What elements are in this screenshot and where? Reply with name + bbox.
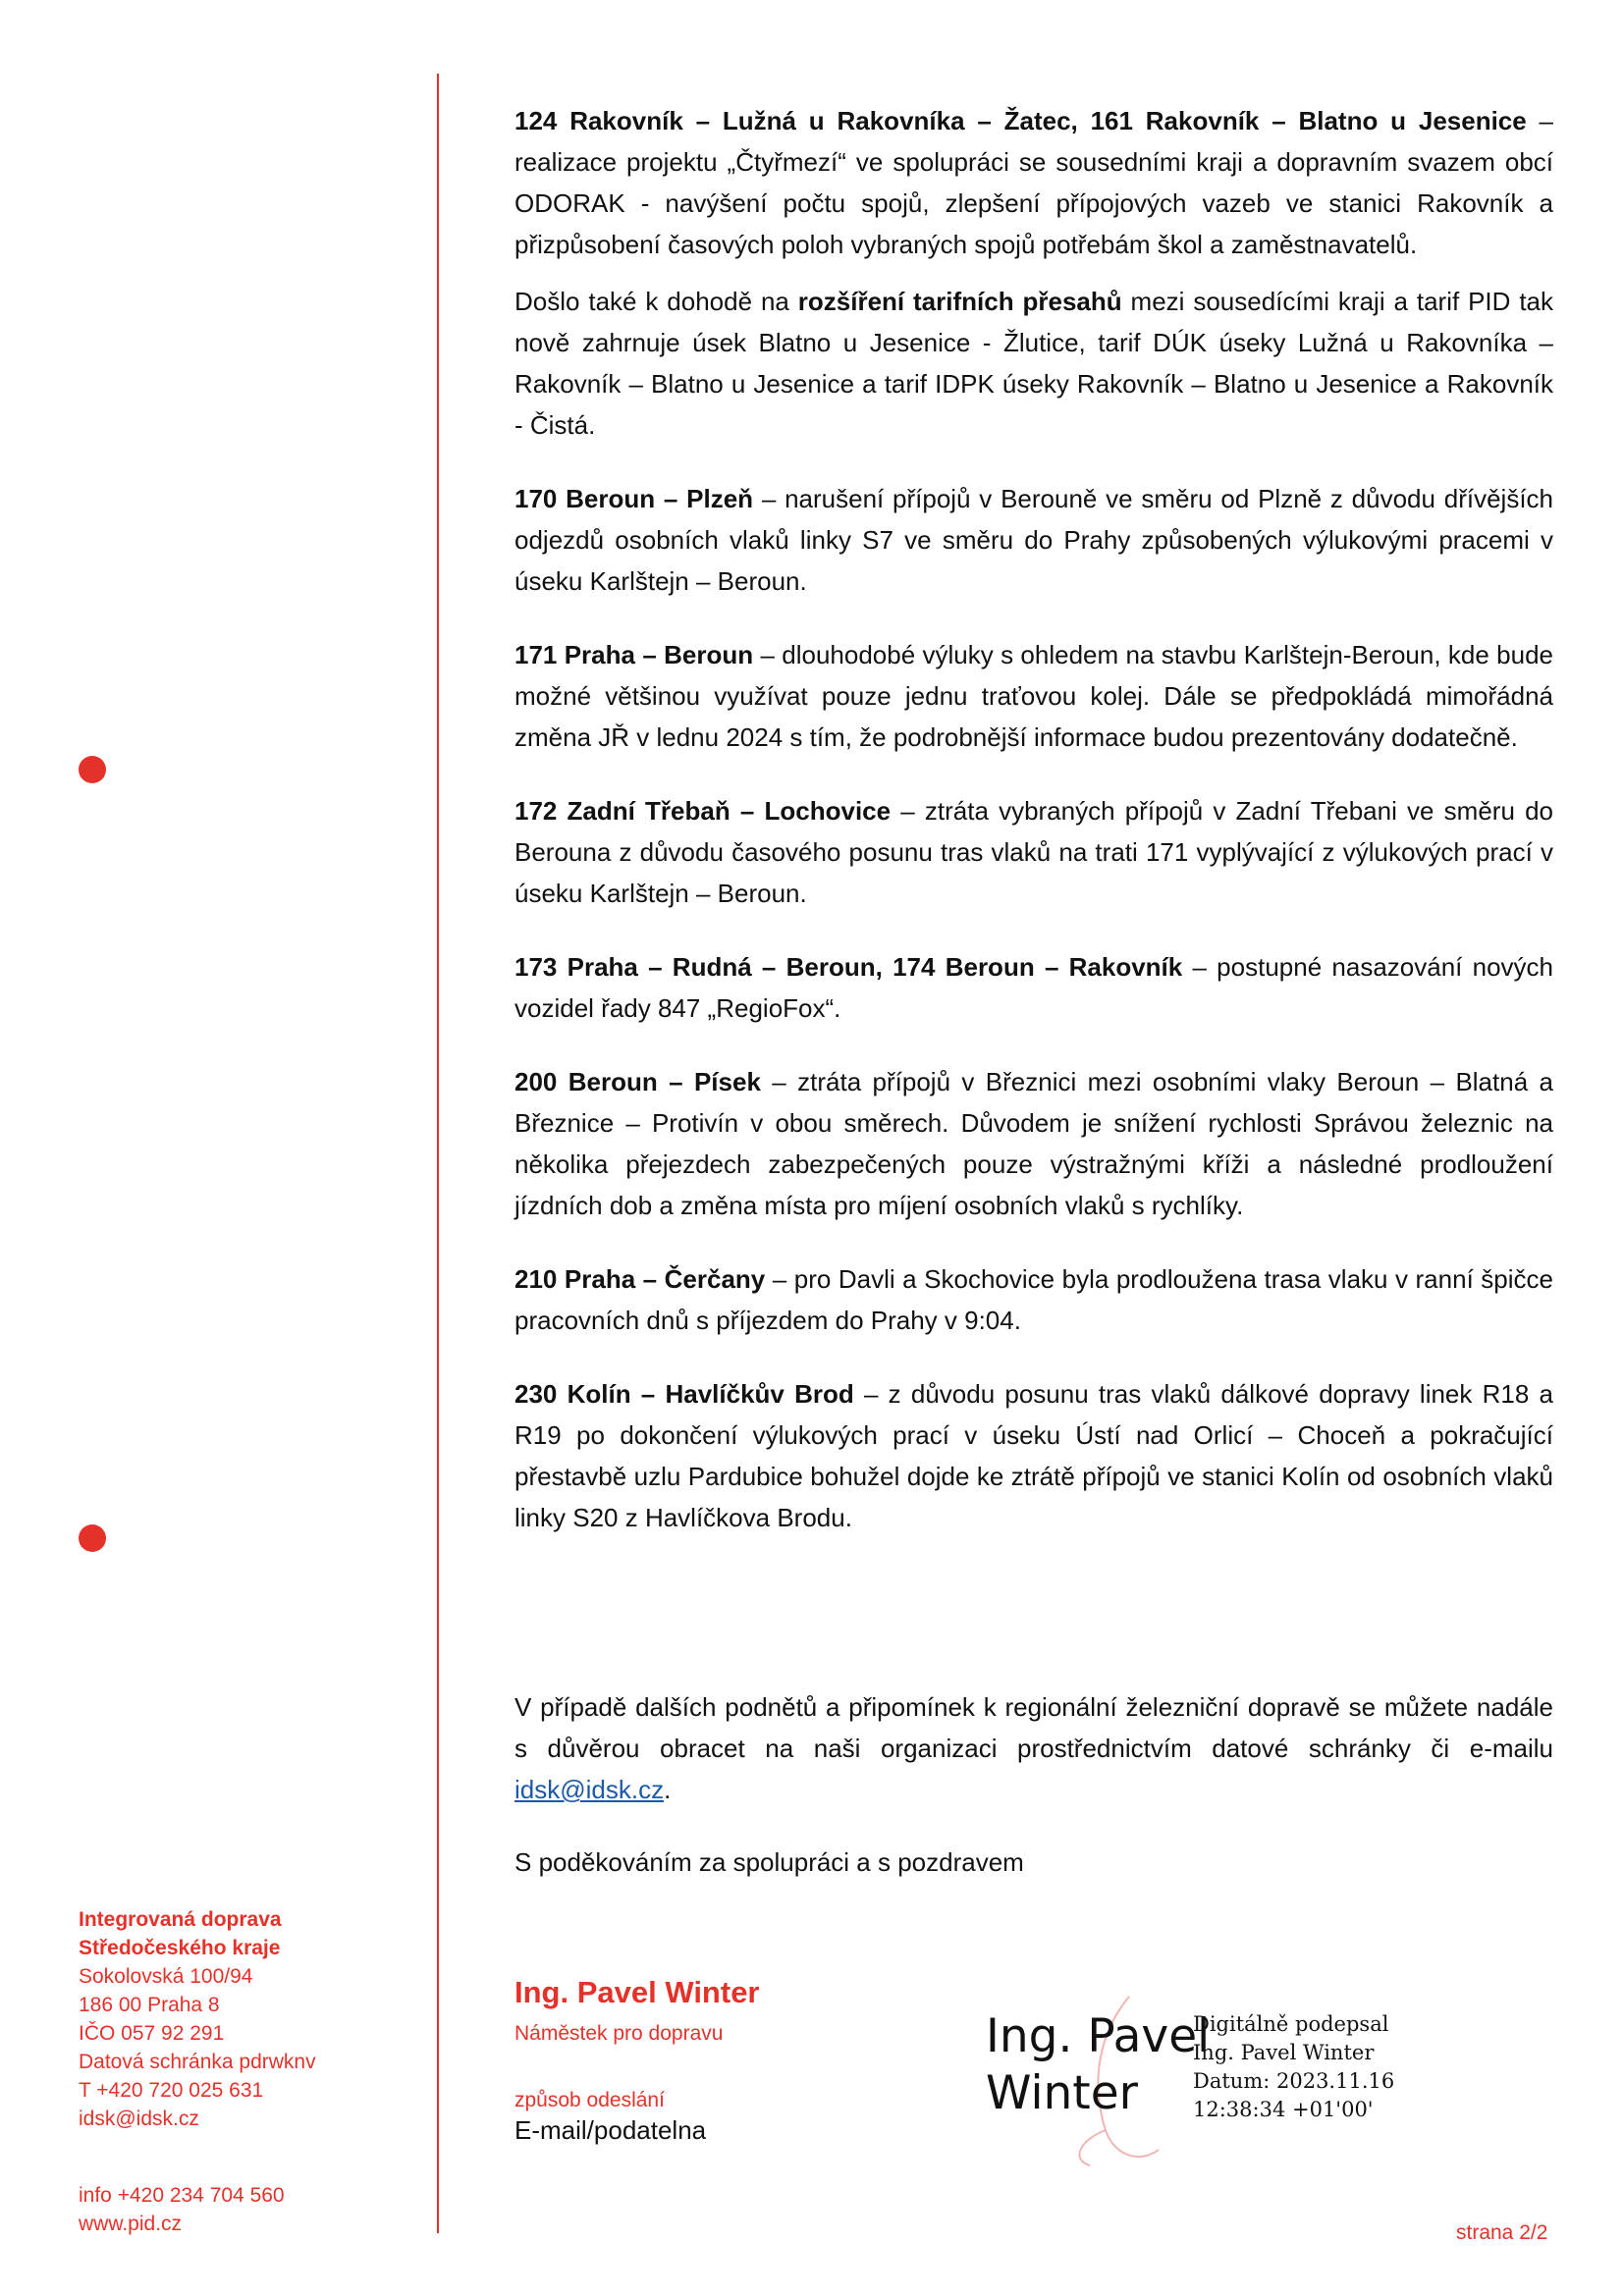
paragraph-text: mezi sousedícími kraji a tarif PID tak nově zahrnuje úsek Blatno u Jesenice - Žlutice, tarif DÚK úseky Lužná u Rakovníka – Rakovník – Blatno u Jesenice a tarif IDPK úseky Rakovník – Blatno u Jesenice a Rakovník - Čistá. xyxy=(514,287,1554,440)
signature-details xyxy=(1193,2010,1394,2124)
closing-text: V případě dalších podnětů a připomínek k regionální železniční dopravě se můžete nadále s důvěrou obracet na naši organizaci prostřednictvím datové schránky či e-mailu xyxy=(514,1692,1553,1763)
sender-name: Ing. Pavel Winter xyxy=(514,1975,760,2009)
send-method-value: E-mail/podatelna xyxy=(514,2115,707,2145)
punch-mark-dot xyxy=(79,756,106,783)
website: www.pid.cz xyxy=(79,2213,183,2235)
paragraph-text: – z důvodu posunu tras vlaků dálkové dopravy linek R18 a R19 po dokončení výlukových prací v úseku Ústí nad Orlicí – Choceň a pokračující přestavbě uzlu Pardubice bohužel dojde ke ztrátě přípojů ve stanici Kolín od osobních vlaků linky S20 z Havlíčkova Brodu. xyxy=(514,1379,1553,1532)
paragraph-line-230 xyxy=(514,1373,1553,1538)
paragraph-heading: 124 Rakovník – Lužná u Rakovníka – Žatec, 161 Rakovník – Blatno u Jesenice xyxy=(514,106,1527,135)
signature-name-line2: Winter xyxy=(986,2066,1138,2120)
punch-mark-dot xyxy=(79,1524,106,1552)
paragraph-heading: 230 Kolín – Havlíčkův Brod xyxy=(514,1379,854,1409)
data-box-id: Datová schránka pdrwknv xyxy=(79,2051,316,2073)
phone-number: T +420 720 025 631 xyxy=(79,2079,264,2102)
footer-contact xyxy=(79,2181,285,2238)
address-line1: Sokolovská 100/94 xyxy=(79,1965,253,1988)
paragraph-text: – ztráta vybraných přípojů v Zadní Třebani ve směru do Berouna z důvodu časového posunu tras vlaků na trati 171 vyplývající z výlukových prací v úseku Karlštejn – Beroun. xyxy=(514,796,1553,908)
paragraph-line-170 xyxy=(514,478,1553,602)
send-method-label: způsob odeslání xyxy=(514,2089,665,2111)
company-id: IČO 057 92 291 xyxy=(79,2022,225,2045)
organization-info xyxy=(79,1905,316,2133)
org-name-line1: Integrovaná doprava xyxy=(79,1908,282,1931)
paragraph-line-171 xyxy=(514,634,1553,758)
paragraph-text: – dlouhodobé výluky s ohledem na stavbu Karlštejn-Beroun, kde bude možné většinou využívat pouze jednu traťovou kolej. Dále se předpokládá mimořádná změna JŘ v lednu 2024 s tím, že podrobnější informace budou prezentovány dodatečně. xyxy=(514,640,1553,752)
paragraph-heading: 200 Beroun – Písek xyxy=(514,1067,761,1096)
signature-line: Digitálně podepsal xyxy=(1193,2012,1389,2036)
margin-rule xyxy=(437,74,439,2233)
paragraph-line-210 xyxy=(514,1258,1553,1341)
signature-line: Datum: 2023.11.16 xyxy=(1193,2069,1395,2093)
info-phone: info +420 234 704 560 xyxy=(79,2184,285,2207)
sender-role: Náměstek pro dopravu xyxy=(514,2022,724,2045)
signature-name-line1: Ing. Pavel xyxy=(986,2009,1211,2063)
org-name-line2: Středočeského kraje xyxy=(79,1937,281,1959)
paragraph-line-173-174 xyxy=(514,946,1553,1029)
address-line2: 186 00 Praha 8 xyxy=(79,1994,220,2016)
email-link[interactable]: idsk@idsk.cz xyxy=(514,1775,665,1804)
page-number: strana 2/2 xyxy=(1456,2221,1548,2244)
paragraph-emphasis: rozšíření tarifních přesahů xyxy=(797,287,1122,316)
paragraph-text: – pro Davli a Skochovice byla prodloužena trasa vlaku v ranní špičce pracovních dnů s příjezdem do Prahy v 9:04. xyxy=(514,1264,1554,1335)
paragraph-heading: 171 Praha – Beroun xyxy=(514,640,754,669)
paragraph-heading: 172 Zadní Třebaň – Lochovice xyxy=(514,796,892,826)
paragraph-line-124-161 xyxy=(514,100,1553,265)
paragraph-text: – ztráta přípojů v Březnici mezi osobními vlaky Beroun – Blatná a Březnice – Protivín v obou směrech. Důvodem je snížení rychlosti Správou železnic na několika přejezdech zabezpečených pouze výstražnými kříži a následné prodloužení jízdních dob a změna místa pro míjení osobních vlaků s rychlíky. xyxy=(514,1067,1553,1220)
paragraph-heading: 173 Praha – Rudná – Beroun, 174 Beroun – Rakovník xyxy=(514,952,1183,982)
signature-name xyxy=(986,2008,1210,2122)
paragraph-line-172 xyxy=(514,790,1553,914)
paragraph-line-200 xyxy=(514,1061,1553,1226)
paragraph-heading: 210 Praha – Čerčany xyxy=(514,1264,766,1294)
paragraph-text: – postupné nasazování nových vozidel řady 847 „RegioFox“. xyxy=(514,952,1554,1023)
closing-paragraph xyxy=(514,1686,1553,1810)
paragraph-tariff-overlaps xyxy=(514,281,1553,446)
signature-line: 12:38:34 +01'00' xyxy=(1193,2098,1374,2121)
paragraph-heading: 170 Beroun – Plzeň xyxy=(514,484,754,513)
paragraph-text: – realizace projektu „Čtyřmezí“ ve spolupráci se sousedními kraji a dopravním svazem obcí ODORAK - navýšení počtu spojů, zlepšení přípojových vazeb ve stanici Rakovník a přizpůsobení časových poloh vybraných spojů potřebám škol a zaměstnavatelů. xyxy=(514,106,1554,259)
closing-text-end: . xyxy=(664,1775,672,1804)
letter-body xyxy=(514,100,1553,1538)
paragraph-text: Došlo také k dohodě na xyxy=(514,287,798,316)
contact-email: idsk@idsk.cz xyxy=(79,2108,199,2130)
paragraph-text: – narušení přípojů v Berouně ve směru od Plzně z důvodu dřívějších odjezdů osobních vlaků linky S7 ve směru do Prahy způsobených výlukovými pracemi v úseku Karlštejn – Beroun. xyxy=(514,484,1554,596)
signature-line: Ing. Pavel Winter xyxy=(1193,2041,1375,2064)
greeting: S poděkováním za spolupráci a s pozdravem xyxy=(514,1847,1024,1877)
digital-signature xyxy=(982,1993,1404,2169)
